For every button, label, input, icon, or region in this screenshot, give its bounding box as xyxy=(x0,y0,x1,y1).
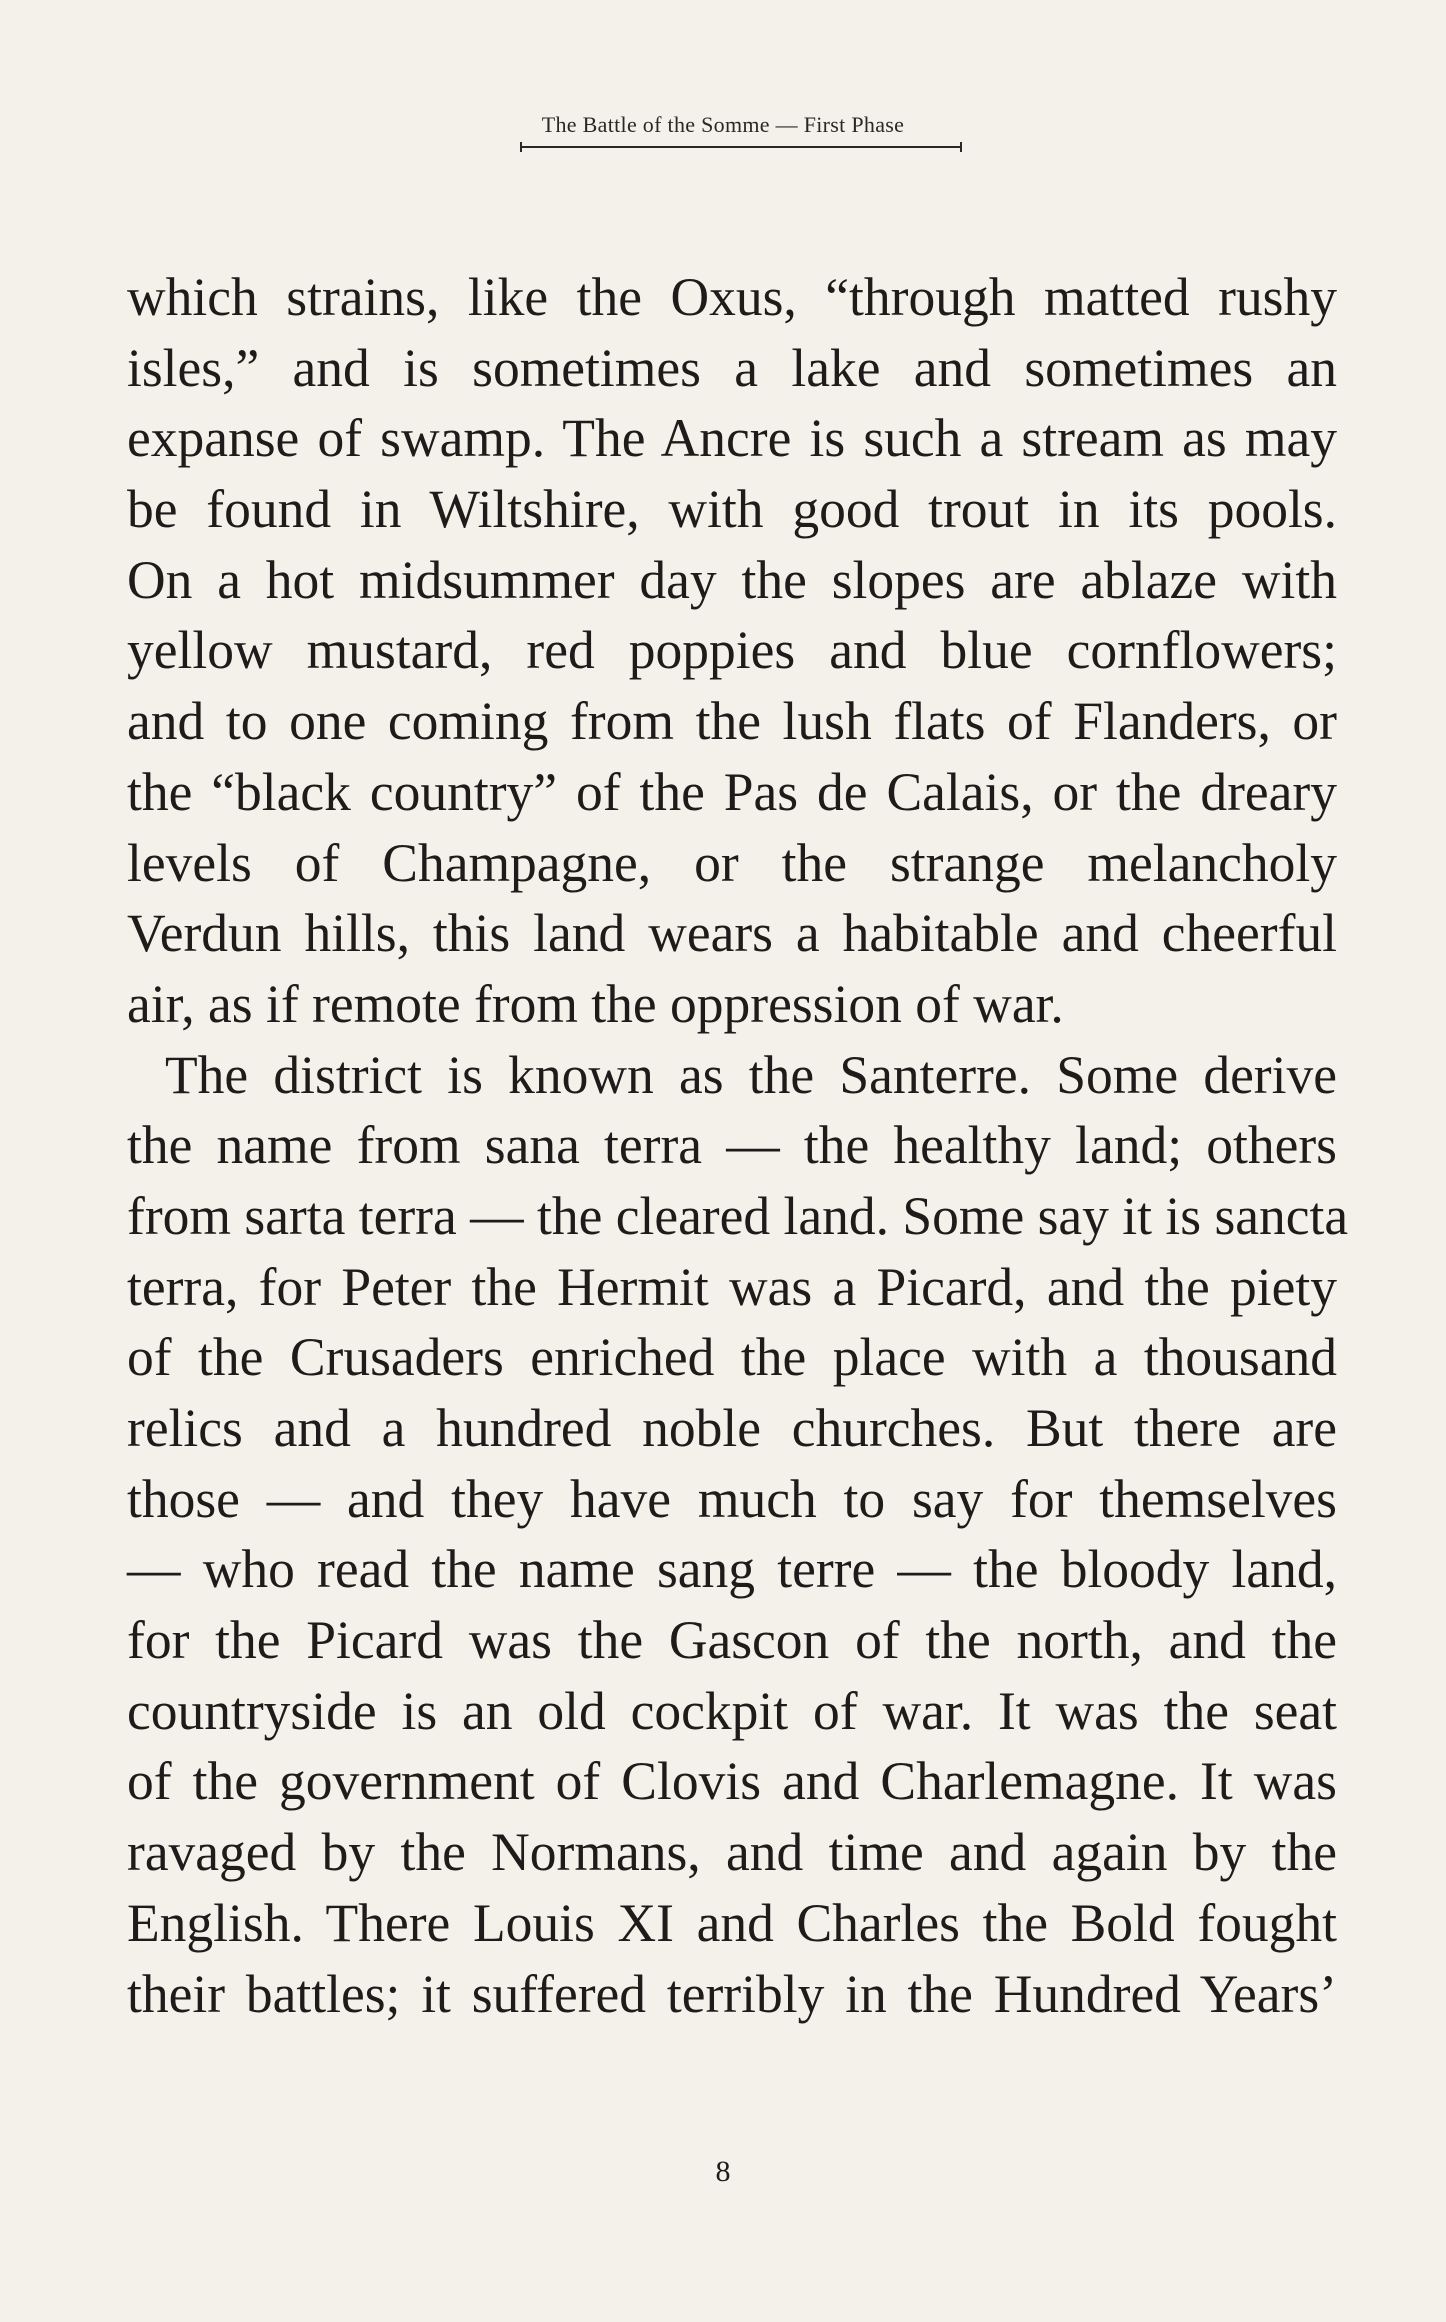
text-line: their battles; it suffered terribly in the Hundred Years’ xyxy=(127,1963,1337,2024)
text-line: air, as if remote from the oppression of war. xyxy=(127,973,1064,1034)
running-head: The Battle of the Somme — First Phase xyxy=(541,112,905,137)
body-text xyxy=(127,262,1349,2029)
text-line: of the Crusaders enriched the place with a thousand xyxy=(127,1327,1337,1388)
text-line: the “black country” of the Pas de Calais, or the dreary xyxy=(127,761,1337,822)
text-line: ravaged by the Normans, and time and again by the xyxy=(127,1822,1337,1883)
text-line: — who read the name sang terre — the bloody land, xyxy=(127,1539,1337,1600)
text-line: and to one coming from the lush flats of Flanders, or xyxy=(127,691,1337,752)
text-line: countryside is an old cockpit of war. It was the seat xyxy=(127,1680,1337,1741)
text-line: those — and they have much to say for themselves xyxy=(127,1468,1337,1529)
text-line: relics and a hundred noble churches. But there are xyxy=(127,1398,1337,1458)
text-line: English. There Louis XI and Charles the Bold fought xyxy=(127,1892,1337,1953)
text-line: expanse of swamp. The Ancre is such a stream as may xyxy=(127,408,1337,469)
text-line: for the Picard was the Gascon of the north, and the xyxy=(127,1610,1337,1671)
text-line: which strains, like the Oxus, “through matted rushy xyxy=(127,267,1337,327)
page-number: 8 xyxy=(715,2155,731,2188)
running-head-rule xyxy=(520,146,962,148)
text-line: terra, for Peter the Hermit was a Picard, and the piety xyxy=(127,1256,1337,1317)
text-line: Verdun hills, this land wears a habitable and cheerful xyxy=(127,903,1337,964)
text-line: of the government of Clovis and Charlemagne. It was xyxy=(127,1751,1337,1812)
text-line: the name from sana terra — the healthy land; others xyxy=(127,1115,1337,1176)
text-line: On a hot midsummer day the slopes are ablaze with xyxy=(127,549,1337,610)
text-line: from sarta terra — the cleared land. Some say it is sancta xyxy=(127,1185,1349,1246)
text-line: yellow mustard, red poppies and blue cornflowers; xyxy=(127,620,1337,681)
text-line: isles,” and is sometimes a lake and sometimes an xyxy=(127,337,1337,398)
text-line: The district is known as the Santerre. Some derive xyxy=(165,1044,1337,1105)
text-line: levels of Champagne, or the strange melancholy xyxy=(127,832,1337,893)
text-line: be found in Wiltshire, with good trout in its pools. xyxy=(127,479,1337,540)
